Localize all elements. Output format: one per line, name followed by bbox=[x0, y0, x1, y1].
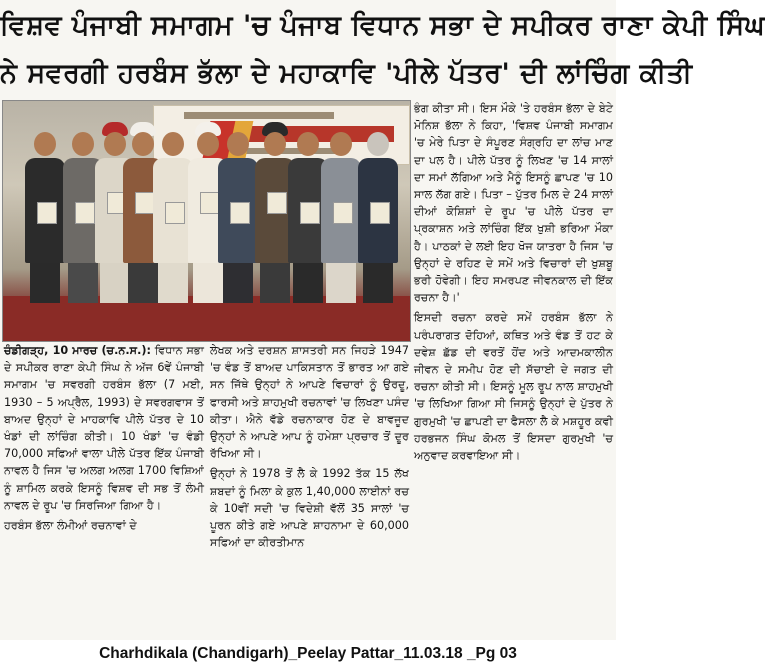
paragraph-text: ਵਿਧਾਨ ਸਭਾ ਦੇ ਸਪੀਕਰ ਰਾਣਾ ਕੇਪੀ ਸਿੰਘ ਨੇ ਅੱਜ 6ਵੇਂ ਪੰਜਾਬੀ ਸਮਾਗਮ 'ਚ ਸਵਰਗੀ ਹਰਬੰਸ ਭੱਲਾ (7 ਮਈ, 1930 – 5 ਅਪ੍ਰੈਲ, 1993) ਦੇ ਸਵਰਗਵਾਸ ਤੋਂ ਬਾਅਦ ਉਨ੍ਹਾਂ ਦੇ ਮਾਹਕਾਵਿ ਪੀਲੇ ਪੱਤਰ ਦੇ 10 ਖੰਡਾਂ ਦੀ ਲਾਂਚਿੰਗ ਕੀਤੀ। 10 ਖੰਡਾਂ 'ਚ ਵੰਡੀ 70,000 ਸਫਿਆਂ ਵਾਲਾ ਪੀਲੇ ਪੱਤਰ ਇੱਕ ਪੰਜਾਬੀ ਨਾਵਲ ਹੈ ਜਿਸ 'ਚ ਅਲਗ ਅਲਗ 1700 ਵਿਸ਼ਿਆਂ ਨੂੰ ਸ਼ਾਮਿਲ ਕਰਕੇ ਇਸਨੂੰ ਵਿਸ਼ਵ ਦੀ ਸਭ ਤੋਂ ਲੰਮੀ ਨਾਵਲ ਦੇ ਰੂਪ 'ਚ ਸਿਰਜਿਆ ਗਿਆ ਹੈ। bbox=[4, 344, 204, 512]
article-paragraph: ਹਰਬੰਸ ਭੱਲਾ ਲੰਮੀਆਂ ਰਚਨਾਵਾਂ ਦੇ bbox=[4, 519, 137, 533]
article-paragraph: ਲੇਖਕ ਅਤੇ ਦਰਸ਼ਨ ਸ਼ਾਸਤਰੀ ਸਨ ਜਿਹੜੇ 1947 'ਚ ਵੰਡ ਤੋਂ ਬਾਅਦ ਪਾਕਿਸਤਾਨ ਤੋਂ ਭਾਰਤ ਆ ਗਏ ਸਨ ਜਿੱਥੇ ਉਨ੍ਹਾਂ ਨੇ ਆਪਣੇ ਵਿਚਾਰਾਂ ਨੂੰ ਉਰਦੂ, ਫਾਰਸੀ ਅਤੇ ਸ਼ਾਹਮੁਖੀ ਰਚਨਾਵਾਂ 'ਚ ਲਿਖਣਾ ਪਸੰਦ ਕੀਤਾ। ਐਨੇ ਵੱਡੇ ਰਚਨਾਕਾਰ ਹੋਣ ਦੇ ਬਾਵਜੂਦ ਉਨ੍ਹਾਂ ਨੇ ਆਪਣੇ ਆਪ ਨੂੰ ਹਮੇਸ਼ਾ ਪ੍ਰਚਾਰ ਤੋਂ ਦੂਰ ਰੱਖਿਆ ਸੀ। bbox=[210, 344, 409, 461]
article-paragraph: ਭੰਗ ਕੀਤਾ ਸੀ। ਇਸ ਮੌਕੇ 'ਤੇ ਹਰਬੰਸ ਭੱਲਾ ਦੇ ਬੇਟੇ ਮੋਨਿਸ਼ ਭੱਲਾ ਨੇ ਕਿਹਾ, 'ਵਿਸ਼ਵ ਪੰਜਾਬੀ ਸਮਾਗਮ 'ਚ ਮੇਰੇ ਪਿਤਾ ਦੇ ਸੰਪੂਰਣ ਸੰਗ੍ਰਹਿ ਦਾ ਲਾਂਚ ਮਾਣ ਦਾ ਪਲ ਹੈ। ਪੀਲੇ ਪੱਤਰ ਨੂੰ ਲਿਖਣ 'ਚ 14 ਸਾਲਾਂ ਦਾ ਸਮਾਂ ਲੱਗਿਆ ਅਤੇ ਮੈਨੂੰ ਇਸਨੂੰ ਛਾਪਣ 'ਚ 10 ਸਾਲ ਲੱਗ ਗਏ। ਪਿਤਾ – ਪੁੱਤਰ ਮਿਲ ਦੇ 24 ਸਾਲਾਂ ਦੀਆਂ ਕੋਸ਼ਿਸ਼ਾਂ ਦੇ ਰੂਪ 'ਚ ਪੀਲੇ ਪੱਤਰ ਦਾ ਪ੍ਰਕਾਸ਼ਨ ਅਤੇ ਲਾਂਚਿੰਗ ਇੱਕ ਖੁਸ਼ੀ ਭਰਿਆ ਮੌਕਾ ਹੈ। ਪਾਠਕਾਂ ਦੇ ਲਈ ਇਹ ਖੋਜ ਯਾਤਰਾ ਹੈ ਜਿਸ 'ਚ ਉਨ੍ਹਾਂ ਦੇ ਰਹਿਣ ਦੇ ਸਮੇਂ ਅਤੇ ਵਿਚਾਰਾਂ ਦੀ ਖੁਸ਼ਬੂ ਭਰੀ ਹੋਵੇਗੀ। ਇਹ ਸਮਰਪਣ ਜੀਵਨਕਾਲ ਦੀ ਇੱਕ ਰਚਨਾ ਹੈ।' bbox=[414, 102, 613, 305]
article-column-2 bbox=[210, 342, 409, 554]
person-7 bbox=[218, 132, 258, 303]
event-photo bbox=[2, 100, 411, 342]
person-10 bbox=[321, 132, 361, 303]
person-1 bbox=[25, 132, 65, 303]
source-caption: Charhdikala (Chandigarh)_Peelay Pattar_11.03.18 _Pg 03 bbox=[99, 645, 517, 662]
article-column-3 bbox=[414, 100, 613, 467]
article-paragraph bbox=[4, 342, 204, 514]
person-11 bbox=[358, 132, 398, 303]
article-paragraph: ਇਸਦੀ ਰਚਨਾ ਕਰਦੇ ਸਮੇਂ ਹਰਬੰਸ ਭੱਲਾ ਨੇ ਪਰੰਪਰਾਗਤ ਦੋਹਿਆਂ, ਕਥਿਤ ਅਤੇ ਵੰਡ ਤੋਂ ਹਟ ਕੇ ਦਵੇਸ਼ ਛੱਡ ਦੀ ਵਰਤੋਂ ਹੋਂਦ ਅਤੇ ਆਦਮਕਾਲੀਨ ਜੀਵਨ ਦੇ ਸਮੀਪ ਹੋਣ ਦੀ ਸੱਚਾਈ ਦੇ ਜਗਤ ਦੀ ਰਚਨਾ ਕੀਤੀ ਸੀ। ਇਸਨੂੰ ਮੂਲ ਰੂਪ ਨਾਲ ਸ਼ਾਹਮੁਖੀ 'ਚ ਲਿਖਿਆ ਗਿਆ ਸੀ ਜਿਸਨੂੰ ਉਨ੍ਹਾਂ ਦੇ ਪੁੱਤਰ ਨੇ ਗੁਰਮੁਖੀ 'ਚ ਛਾਪਣੀ ਦਾ ਫੈਸਲਾ ਲੈ ਕੇ ਮਸ਼ਹੂਰ ਕਵੀ ਹਰਭਜਨ ਸਿੰਘ ਕੋਮਲ ਤੋਂ ਇਸਦਾ ਗੁਰਮੁਖੀ 'ਚ ਅਨੁਵਾਦ ਕਰਵਾਇਆ ਸੀ। bbox=[414, 311, 613, 463]
headline-line-1: ਵਿਸ਼ਵ ਪੰਜਾਬੀ ਸਮਾਗਮ 'ਚ ਪੰਜਾਬ ਵਿਧਾਨ ਸਭਾ ਦੇ ਸਪੀਕਰ ਰਾਣਾ ਕੇਪੀ ਸਿੰਘ bbox=[0, 10, 765, 41]
article-column-1 bbox=[4, 342, 204, 537]
headline-line-2: ਨੇ ਸਵਰਗੀ ਹਰਬੰਸ ਭੱਲਾ ਦੇ ਮਹਾਕਾਵਿ 'ਪੀਲੇ ਪੱਤਰ' ਦੀ ਲਾਂਚਿੰਗ ਕੀਤੀ bbox=[0, 58, 693, 89]
dateline: ਚੰਡੀਗੜ੍ਹ, 10 ਮਾਰਚ (ਚ.ਨ.ਸ.): bbox=[4, 344, 151, 357]
person-5 bbox=[153, 132, 193, 303]
article-paragraph: ਉਨ੍ਹਾਂ ਨੇ 1978 ਤੋਂ ਲੈ ਕੇ 1992 ਤੱਕ 15 ਲੱਖ ਸ਼ਬਦਾਂ ਨੂੰ ਮਿਲਾ ਕੇ ਕੁਲ 1,40,000 ਲਾਈਨਾਂ ਰਚ ਕੇ 10ਵੀਂ ਸਦੀ 'ਚ ਵਿਦੇਸ਼ੀ ਵੱਲੋਂ 35 ਸਾਲਾਂ 'ਚ ਪੂਰਨ ਕੀਤੇ ਗਏ ਆਪਣੇ ਸ਼ਾਹਨਾਮਾ ਦੇ 60,000 ਸਫਿਆਂ ਦਾ ਕੀਰਤੀਮਾਨ bbox=[210, 467, 409, 550]
